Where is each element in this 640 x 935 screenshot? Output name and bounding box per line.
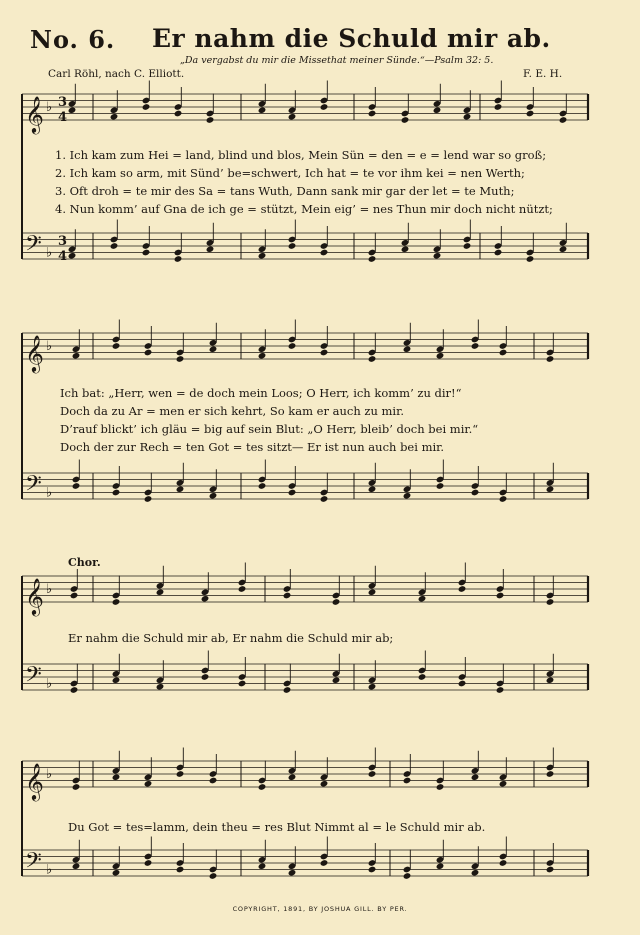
treble-notehead — [458, 585, 467, 593]
verse-1-line-1: 1. Ich kam zum Hei = land, blind und blos, Mein Sün = den = e = lend war so groß; — [55, 148, 547, 162]
verse-1-line-2: Ich bat: „Herr, wen = de doch mein Loos; O Herr, ich komm’ zu dir!“ — [60, 386, 462, 400]
treble-notehead — [433, 106, 442, 114]
bass-notehead — [496, 686, 505, 694]
verse-2-line-2: Doch da zu Ar = men er sich kehrt, So kam er auch zu mir. — [60, 404, 404, 418]
treble-notehead — [70, 592, 79, 600]
flat-sign-icon: ♭ — [46, 767, 53, 782]
bass-notehead — [201, 673, 210, 681]
time-signature-bottom: 4 — [58, 110, 68, 125]
chorus-line-2: Du Got = tes=lamm, dein theu = res Blut Nimmt al = le Schuld mir ab. — [68, 820, 486, 834]
flat-sign-icon: ♭ — [46, 339, 53, 354]
treble-notehead — [112, 773, 121, 781]
chorus-line-1: Er nahm die Schuld mir ab, Er nahm die Schuld mir ab; — [68, 631, 394, 645]
treble-notehead — [112, 598, 121, 606]
bass-notehead — [418, 673, 427, 681]
treble-notehead — [144, 349, 153, 357]
bass-notehead — [401, 245, 410, 253]
bass-notehead — [403, 872, 412, 880]
chorus-label: Chor. — [68, 556, 101, 569]
treble-notehead — [258, 783, 267, 791]
bass-notehead — [458, 680, 467, 688]
bass-notehead — [209, 492, 218, 500]
treble-notehead — [258, 106, 267, 114]
treble-notehead — [526, 110, 535, 118]
flat-sign-icon: ♭ — [46, 676, 53, 692]
bass-notehead — [72, 482, 81, 490]
bass-notehead — [368, 866, 377, 874]
bass-notehead — [112, 676, 121, 684]
treble-notehead — [499, 780, 508, 788]
treble-clef-icon: 𝄞 — [25, 95, 44, 133]
bass-notehead — [471, 489, 480, 497]
treble-notehead — [368, 110, 377, 118]
treble-notehead — [320, 103, 329, 111]
verse-2-line-1: 2. Ich kam so arm, mit Sünd’ be=schwert, Ich hat = te vor ihm kei = nen Werth; — [55, 166, 525, 180]
bass-notehead — [526, 255, 535, 263]
treble-notehead — [368, 770, 377, 778]
flat-sign-icon: ♭ — [46, 862, 53, 878]
bass-notehead — [320, 249, 329, 257]
treble-notehead — [471, 342, 480, 350]
bass-notehead — [142, 249, 151, 257]
treble-notehead — [463, 113, 472, 121]
bass-notehead — [176, 485, 185, 493]
treble-notehead — [209, 345, 218, 353]
bass-clef-icon: 𝄢 — [25, 848, 42, 879]
flat-sign-icon: ♭ — [46, 245, 53, 261]
flat-sign-icon: ♭ — [46, 485, 53, 501]
time-signature-top: 3 — [58, 234, 68, 249]
treble-clef-icon: 𝄞 — [25, 577, 44, 615]
treble-notehead — [283, 592, 292, 600]
bass-notehead — [283, 686, 292, 694]
bass-notehead — [559, 245, 568, 253]
bass-clef-icon: 𝄢 — [25, 231, 42, 262]
treble-notehead — [288, 773, 297, 781]
bass-notehead — [258, 252, 267, 260]
treble-notehead — [288, 113, 297, 121]
verse-4-line-2: Doch der zur Rech = ten Got = tes sitzt— Er ist nun auch bei mir. — [60, 440, 445, 454]
treble-notehead — [546, 355, 555, 363]
treble-notehead — [401, 116, 410, 124]
bass-notehead — [288, 242, 297, 250]
bass-notehead — [68, 252, 77, 260]
bass-notehead — [494, 249, 503, 257]
treble-notehead — [368, 355, 377, 363]
treble-notehead — [499, 349, 508, 357]
treble-notehead — [494, 103, 503, 111]
bass-notehead — [70, 686, 79, 694]
bass-notehead — [471, 869, 480, 877]
hymn-title: Er nahm die Schuld mir ab. — [152, 24, 551, 53]
bass-notehead — [546, 676, 555, 684]
treble-notehead — [546, 598, 555, 606]
treble-notehead — [258, 352, 267, 360]
treble-notehead — [72, 783, 81, 791]
hymn-number: No. 6. — [30, 25, 116, 54]
treble-notehead — [238, 585, 247, 593]
verse-4-line-1: 4. Nun komm’ auf Gna de ich ge = stützt, Mein eig’ = nes Thun mir doch nicht nützt; — [55, 202, 553, 216]
bass-notehead — [368, 683, 377, 691]
composer-credit: Carl Röhl, nach C. Elliott. — [48, 68, 185, 80]
bass-notehead — [238, 680, 247, 688]
treble-notehead — [68, 106, 77, 114]
treble-notehead — [436, 783, 445, 791]
treble-notehead — [320, 780, 329, 788]
treble-notehead — [496, 592, 505, 600]
time-signature-top: 3 — [58, 95, 68, 110]
treble-notehead — [206, 116, 215, 124]
treble-notehead — [403, 345, 412, 353]
flat-sign-icon: ♭ — [46, 100, 53, 115]
treble-notehead — [403, 777, 412, 785]
treble-notehead — [288, 342, 297, 350]
bass-notehead — [436, 862, 445, 870]
bass-notehead — [144, 495, 153, 503]
bass-clef-icon: 𝄢 — [25, 471, 42, 502]
scripture-reference: „Da vergabst du mir die Missethat meiner Sünde.“—Psalm 32: 5. — [180, 55, 494, 66]
bass-notehead — [546, 485, 555, 493]
bass-notehead — [258, 862, 267, 870]
bass-notehead — [209, 872, 218, 880]
bass-notehead — [174, 255, 183, 263]
bass-notehead — [156, 683, 165, 691]
treble-notehead — [72, 352, 81, 360]
bass-notehead — [288, 869, 297, 877]
treble-notehead — [110, 113, 119, 121]
treble-notehead — [436, 352, 445, 360]
treble-notehead — [176, 770, 185, 778]
treble-notehead — [201, 595, 210, 603]
bass-notehead — [258, 482, 267, 490]
bass-notehead — [546, 866, 555, 874]
treble-notehead — [471, 773, 480, 781]
time-signature-bottom: 4 — [58, 249, 68, 264]
treble-clef-icon: 𝄞 — [25, 334, 44, 372]
treble-notehead — [144, 780, 153, 788]
treble-notehead — [142, 103, 151, 111]
treble-notehead — [559, 116, 568, 124]
bass-notehead — [320, 495, 329, 503]
treble-notehead — [112, 342, 121, 350]
bass-notehead — [433, 252, 442, 260]
treble-notehead — [174, 110, 183, 118]
treble-notehead — [209, 777, 218, 785]
bass-notehead — [320, 859, 329, 867]
bass-notehead — [112, 869, 121, 877]
bass-notehead — [206, 245, 215, 253]
treble-clef-icon: 𝄞 — [25, 762, 44, 800]
verse-3-line-1: 3. Oft droh = te mir des Sa = tans Wuth, Dann sank mir gar der let = te Muth; — [55, 184, 515, 198]
bass-notehead — [72, 862, 81, 870]
bass-notehead — [176, 866, 185, 874]
bass-notehead — [368, 485, 377, 493]
verse-3-line-2: D’rauf blickt’ ich gläu = big auf sein Blut: „O Herr, bleib’ doch bei mir.“ — [60, 422, 479, 436]
bass-notehead — [144, 859, 153, 867]
bass-notehead — [288, 489, 297, 497]
flat-sign-icon: ♭ — [46, 582, 53, 597]
bass-notehead — [436, 482, 445, 490]
arranger-initials: F. E. H. — [523, 68, 563, 80]
treble-notehead — [156, 588, 165, 596]
bass-notehead — [499, 495, 508, 503]
bass-notehead — [499, 859, 508, 867]
bass-clef-icon: 𝄢 — [25, 662, 42, 693]
bass-notehead — [403, 492, 412, 500]
treble-notehead — [368, 588, 377, 596]
treble-notehead — [546, 770, 555, 778]
treble-notehead — [418, 595, 427, 603]
bass-notehead — [110, 242, 119, 250]
bass-notehead — [368, 255, 377, 263]
copyright-notice: COPYRIGHT, 1891, BY JOSHUA GILL. BY PER. — [232, 905, 408, 913]
bass-notehead — [463, 242, 472, 250]
bass-notehead — [332, 676, 341, 684]
treble-notehead — [176, 355, 185, 363]
bass-notehead — [112, 489, 121, 497]
treble-notehead — [332, 598, 341, 606]
treble-notehead — [320, 349, 329, 357]
